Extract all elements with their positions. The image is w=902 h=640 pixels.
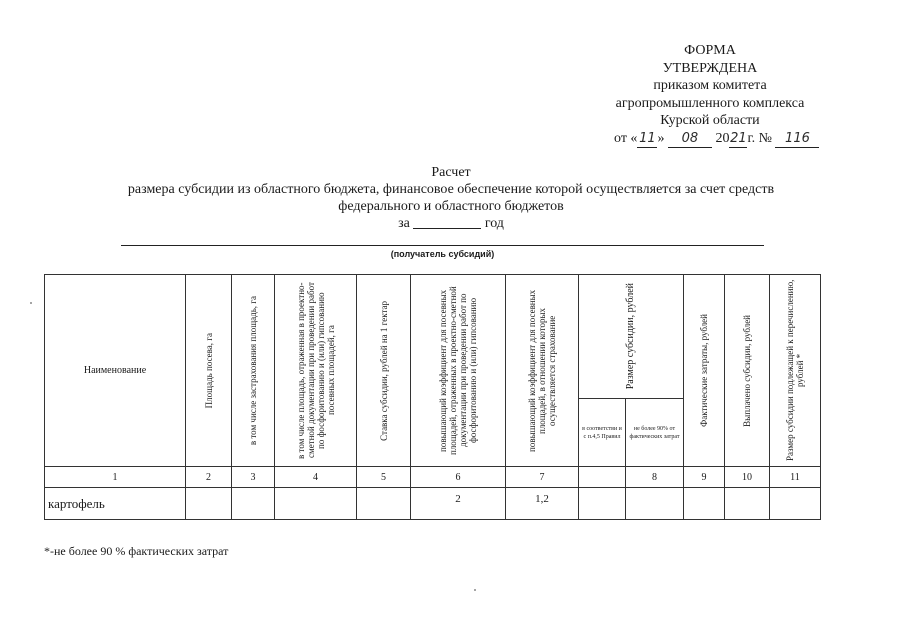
col-num: 2 [186, 467, 232, 488]
order-date-line: от « 11 » 08 2021г. № 116 [560, 130, 860, 149]
coef-phos-value: 2 [411, 488, 506, 520]
period-blank [413, 216, 481, 229]
region-label: Курской области [660, 113, 760, 128]
committee-label: агропромышленного комплекса [615, 95, 805, 111]
scan-speck [30, 302, 32, 304]
footnote: *-не более 90 % фактических затрат [44, 544, 229, 558]
recipient-line [121, 245, 764, 246]
header-paid-cell [725, 275, 770, 467]
header-coef-ins-cell [506, 275, 579, 467]
header-subsidy-size: Размер субсидии, рублей [625, 283, 636, 390]
header-insured-cell [232, 275, 275, 467]
header-to-transfer: Размер субсидии подлежащей к перечислению, рублей * [785, 279, 805, 462]
title-line-3: федерального и областного бюджетов [338, 199, 564, 214]
order-year: 21 [729, 130, 747, 149]
order-label: приказом комитета [653, 78, 767, 93]
header-transfer-cell [770, 275, 821, 467]
title-line-1: Расчет [431, 165, 471, 180]
col-num [579, 467, 626, 488]
crop-name: картофель [45, 488, 186, 520]
title-line-2: размера субсидии из областного бюджета, финансовое обеспечение которой осуществляется за счет средств [127, 182, 775, 197]
col-num: 1 [45, 467, 186, 488]
header-design-cell [275, 275, 357, 467]
table-cell [232, 488, 275, 520]
col-num: 10 [725, 467, 770, 488]
table-cell [357, 488, 411, 520]
header-design-area: в том числе площадь, отраженная в проектно-сметной документации при проведении работ по фосфоритованию и (или) гипсованию посевных площадей, га [295, 282, 336, 459]
approval-block [560, 42, 860, 148]
form-label: ФОРМА [684, 43, 736, 58]
header-rate-cell [357, 275, 411, 467]
col-num: 7 [506, 467, 579, 488]
table-cell [275, 488, 357, 520]
header-actual-cell [684, 275, 725, 467]
header-rate: Ставка субсидии, рублей на 1 гектар [378, 300, 389, 441]
period-line: за год [398, 216, 504, 231]
header-coef-phos: повышающий коэффициент для посевных площадей, отраженных в проектно-сметной документации при проведении работ по фосфоритованию и (или) гипсованию [438, 286, 478, 455]
table-cell [186, 488, 232, 520]
header-area-cell [186, 275, 232, 467]
header-insured-area: в том числе застрахования площадь, га [248, 295, 258, 446]
header-area: Площадь посева, га [203, 332, 214, 409]
header-coef-insurance: повышающий коэффициент для посевных площадей, в отношении которых осуществляется страхование [527, 289, 557, 452]
table-cell [770, 488, 821, 520]
header-per-rules: в соответстви и с п.4,5 Правил [579, 399, 626, 467]
column-numbers-row [45, 467, 821, 488]
col-num: 3 [232, 467, 275, 488]
table-cell [626, 488, 684, 520]
coef-insurance-value: 1,2 [506, 488, 579, 520]
col-num: 11 [770, 467, 821, 488]
header-max-90: не более 90% от фактических затрат [626, 399, 684, 467]
order-number: 116 [775, 130, 819, 149]
table-cell [725, 488, 770, 520]
recipient-label: (получатель субсидий) [390, 249, 495, 259]
col-num: 8 [626, 467, 684, 488]
header-coef-phos-cell [411, 275, 506, 467]
col-num: 6 [411, 467, 506, 488]
header-size-cell [579, 275, 684, 399]
order-day: 11 [637, 130, 657, 149]
header-paid: Выплачено субсидии, рублей [742, 314, 752, 427]
table-cell [579, 488, 626, 520]
col-num: 5 [357, 467, 411, 488]
col-num: 9 [684, 467, 725, 488]
col-num: 4 [275, 467, 357, 488]
table-row [45, 488, 821, 520]
document-title [0, 164, 902, 232]
header-row-top [45, 275, 821, 399]
order-month: 08 [668, 130, 712, 149]
header-name: Наименование [45, 275, 186, 467]
header-actual-costs: Фактические затраты, рублей [699, 314, 709, 427]
scan-speck [474, 589, 476, 591]
approved-label: УТВЕРЖДЕНА [662, 60, 758, 76]
table-cell [684, 488, 725, 520]
subsidy-table [44, 274, 821, 520]
